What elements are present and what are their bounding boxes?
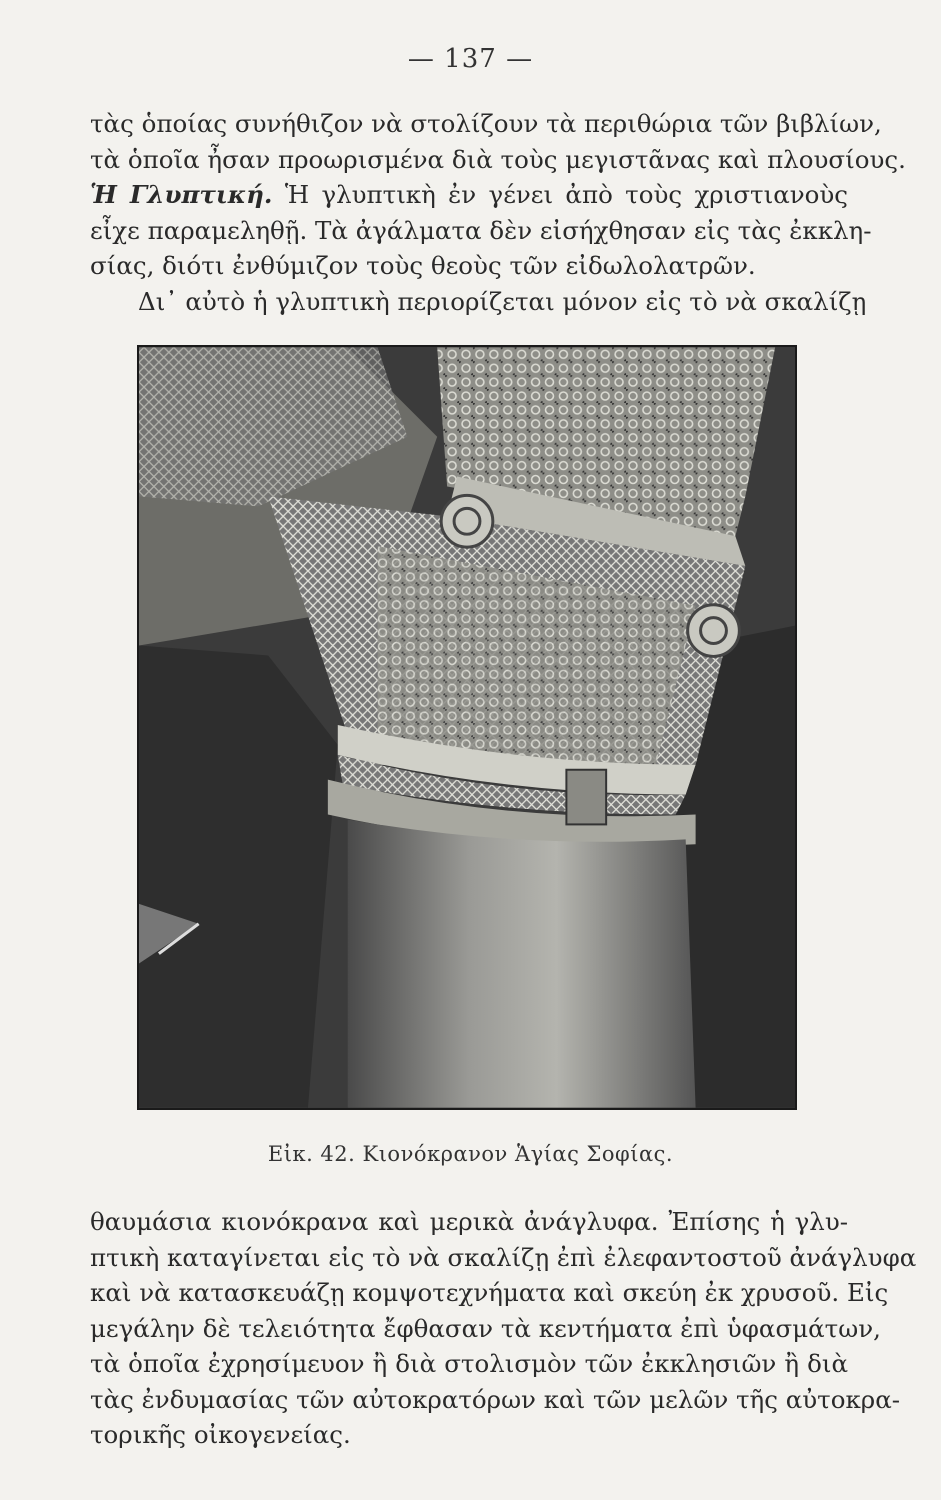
column-capital-photo [137,345,797,1110]
page-number: — 137 — [407,44,534,74]
text-line: θαυμάσια κιονόκρανα καὶ μερικὰ ἀνάγλυφα. Ἐπίσης ἡ γλυ- [90,1207,848,1236]
text-line [90,177,848,213]
text-fragment: Ἡ γλυπτικὴ ἐν γένει ἀπὸ τοὺς χριστιανοὺς [272,180,849,209]
text-line: σίας, διότι ἐνθύμιζον τοὺς θεοὺς τῶν εἰδωλολατρῶν. [90,251,756,280]
text-line: καὶ νὰ κατασκευάζῃ κομψοτεχνήματα καὶ σκεύη ἐκ χρυσοῦ. Εἰς [90,1278,889,1307]
text-line: εἶχε παραμεληθῇ. Τὰ ἀγάλματα δὲν εἰσήχθησαν εἰς τὰς ἐκκλη- [90,215,872,245]
figure-caption: Εἰκ. 42. Κιονόκρανον Ἁγίας Σοφίας. [267,1142,674,1166]
text-line: μεγάλην δὲ τελειότητα ἔφθασαν τὰ κεντήματα ἐπὶ ὑφασμάτων, [90,1313,881,1343]
text-line: τὰς ὁποίας συνήθιζον νὰ στολίζουν τὰ περιθώρια τῶν βιβλίων, [90,109,882,138]
text-line: τορικῆς οἰκογενείας. [90,1420,351,1449]
section-heading: Ἡ Γλυπτική. [90,180,273,209]
paragraph-top [90,106,906,319]
text-line: τὰ ὁποῖα ἦσαν προωρισμένα διὰ τοὺς μεγιστᾶνας καὶ πλουσίους. [90,144,906,174]
paragraph-bottom [90,1204,917,1453]
text-line: πτικὴ καταγίνεται εἰς τὸ νὰ σκαλίζῃ ἐπὶ ἐλεφαντοστοῦ ἀνάγλυφα [90,1242,917,1272]
text-line: Δι᾽ αὐτὸ ἡ γλυπτικὴ περιορίζεται μόνον εἰς τὸ νὰ σκαλίζῃ [138,286,867,316]
text-line: τὰς ἐνδυμασίας τῶν αὐτοκρατόρων καὶ τῶν μελῶν τῆς αὐτοκρα- [90,1384,901,1414]
text-line: τὰ ὁποῖα ἐχρησίμευον ἢ διὰ στολισμὸν τῶν ἐκκλησιῶν ἢ διὰ [90,1349,848,1378]
